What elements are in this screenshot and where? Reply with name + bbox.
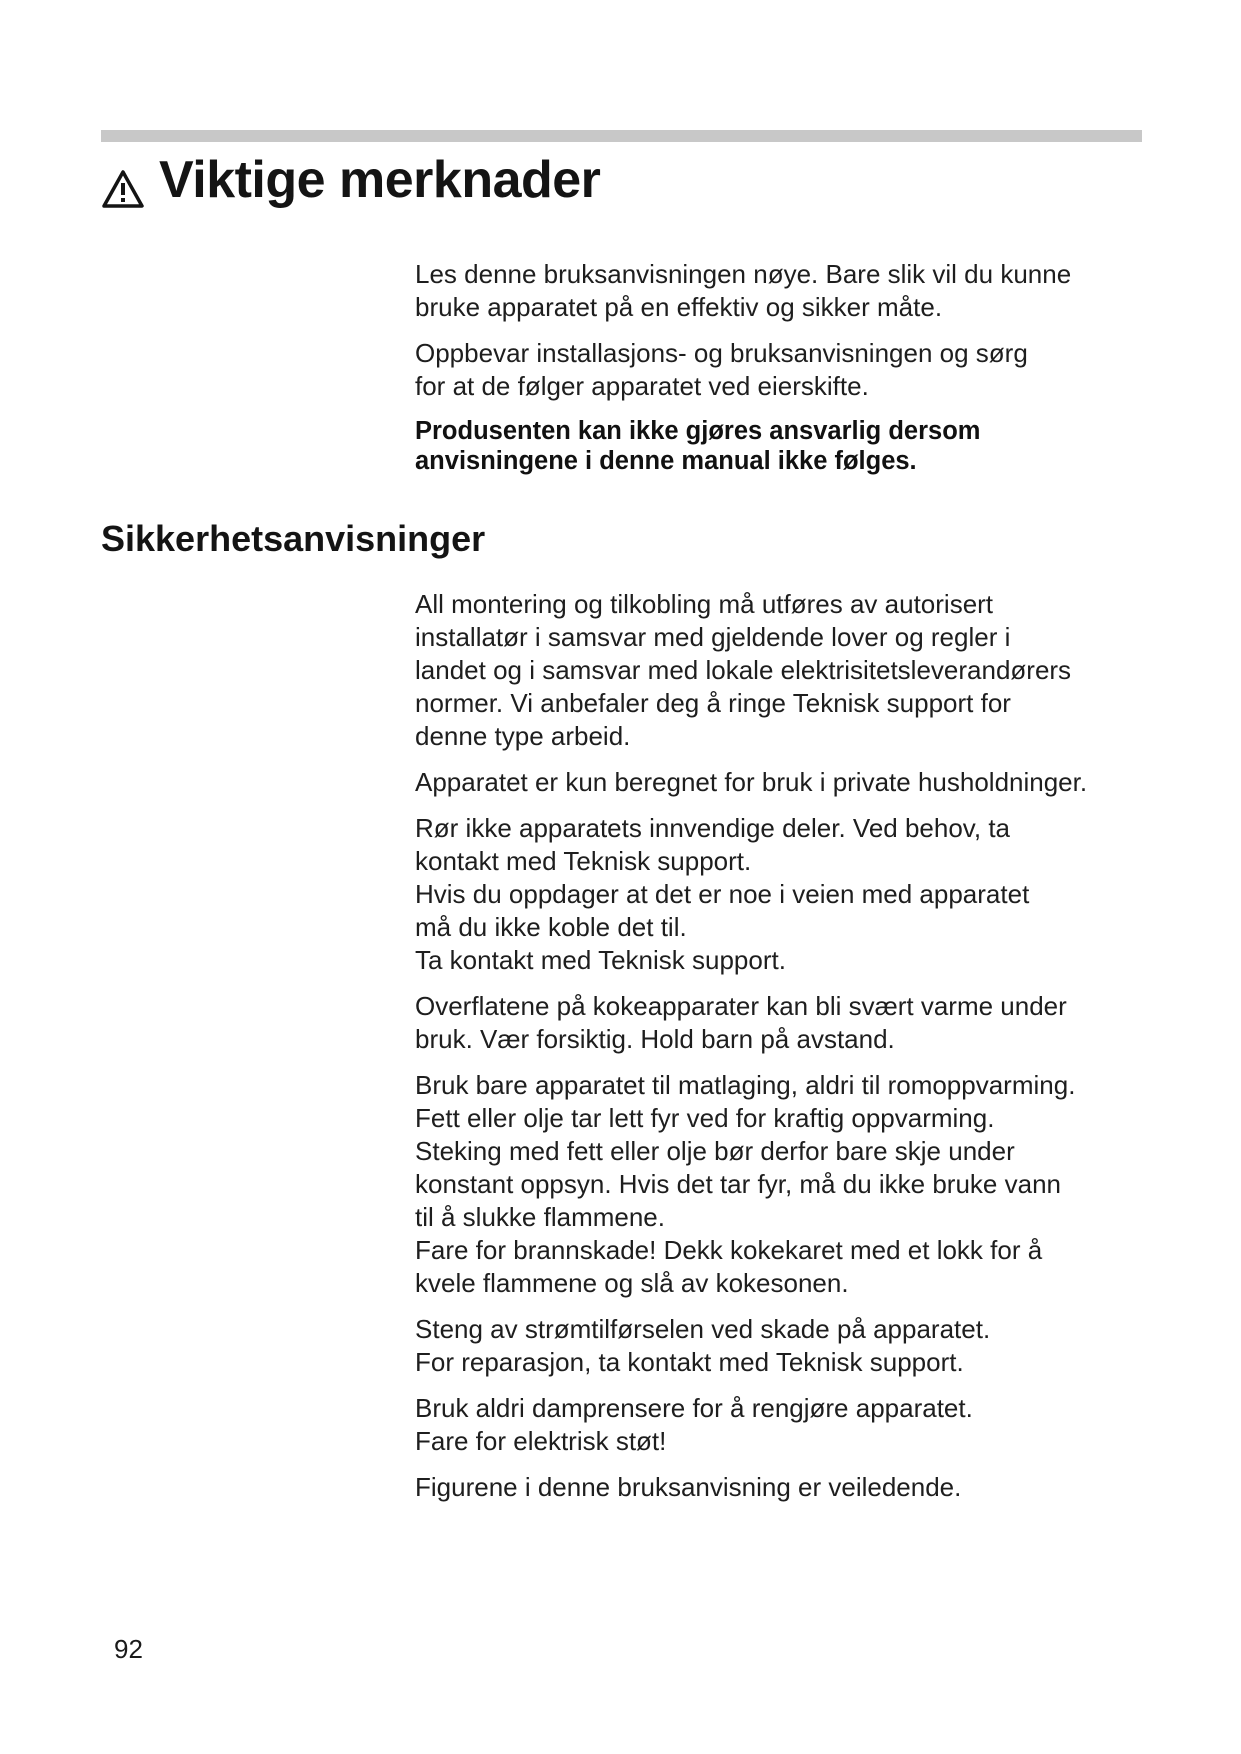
page-title (101, 150, 600, 210)
safety-paragraph-fire: Bruk bare apparatet til matlaging, aldri til romoppvarming. Fett eller olje tar lett fyr ved for kraftig oppvarming. Steking med fett eller olje bør derfor bare skje under konstant oppsyn. Hvis det tar fyr, må du ikke bruke vann til å slukke flammene. Fare for brannskade! Dekk kokekaret med et lokk for å kvele flammene og slå av kokesonen. (415, 1070, 1076, 1298)
safety-paragraph-damage: Steng av strømtilførselen ved skade på apparatet. For reparasjon, ta kontakt med Teknisk support. (415, 1314, 991, 1377)
safety-paragraph-steam-cleaner: Bruk aldri damprensere for å rengjøre apparatet. Fare for elektrisk støt! (415, 1393, 973, 1456)
safety-paragraph-installation: All montering og tilkobling må utføres av autorisert installatør i samsvar med gjeldende lover og regler i landet og i samsvar med lokale elektrisitetsleverandørers normer. Vi anbefaler deg å ringe Teknisk support for denne type arbeid. (415, 589, 1072, 751)
liability-notice: Produsenten kan ikke gjøres ansvarlig dersom anvisningene i denne manual ikke følges. (415, 417, 981, 475)
intro-paragraph-2: Oppbevar installasjons- og bruksanvisningen og sørg for at de følger apparatet ved eierskifte. (415, 338, 1028, 401)
warning-triangle-icon (101, 162, 145, 202)
safety-paragraph-internal-parts: Rør ikke apparatets innvendige deler. Ved behov, ta kontakt med Teknisk support. Hvis du oppdager at det er noe i veien med apparatet må du ikke koble det til. Ta kontakt med Teknisk support. (415, 813, 1030, 975)
title-rule (101, 130, 1142, 142)
safety-paragraph-household-use: Apparatet er kun beregnet for bruk i private husholdninger. (415, 767, 1088, 797)
page-title-text: Viktige merknader (159, 151, 601, 209)
safety-section (415, 588, 1155, 1517)
intro-paragraph-1: Les denne bruksanvisningen nøye. Bare slik vil du kunne bruke apparatet på en effektiv og sikker måte. (415, 259, 1072, 322)
safety-paragraph-hot-surfaces: Overflatene på kokeapparater kan bli svært varme under bruk. Vær forsiktig. Hold barn på avstand. (415, 991, 1067, 1054)
intro-section (415, 258, 1155, 489)
page-number: 92 (114, 1634, 143, 1664)
safety-section-title: Sikkerhetsanvisninger (101, 518, 486, 559)
safety-paragraph-figures: Figurene i denne bruksanvisning er veiledende. (415, 1472, 962, 1502)
